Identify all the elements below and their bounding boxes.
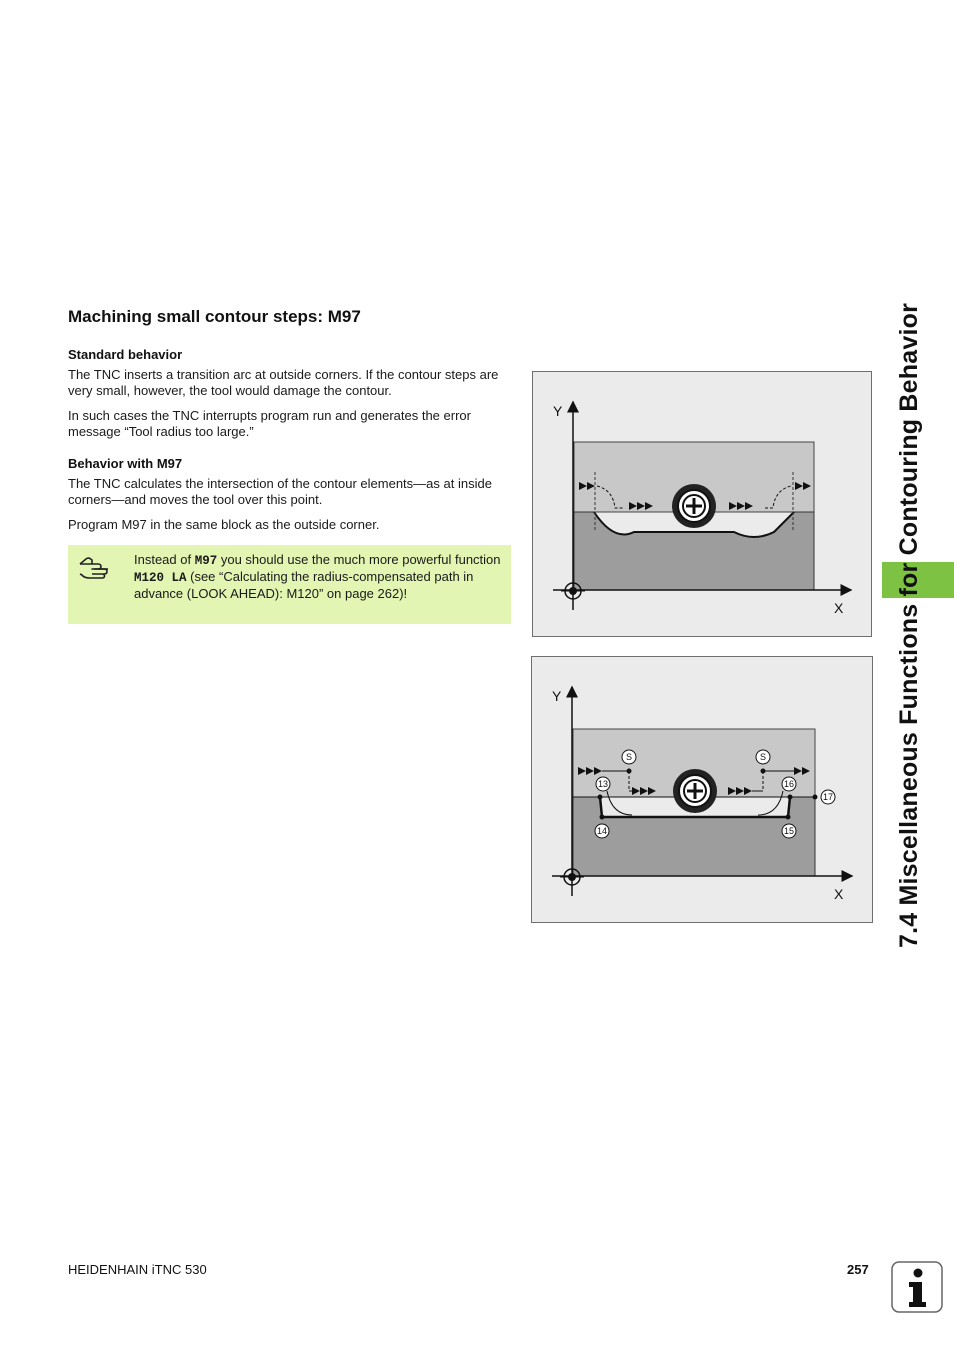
figure-m97-behavior xyxy=(531,656,873,923)
figure1-y-axis-label: Y xyxy=(553,403,563,419)
figure1-x-axis-label: X xyxy=(834,600,844,616)
m97-behavior-heading: Behavior with M97 xyxy=(68,456,183,471)
milling-cutter-icon xyxy=(672,484,716,528)
figure2-y-axis-label: Y xyxy=(552,688,562,704)
note-text-part: Instead of xyxy=(134,552,195,567)
figure-standard-behavior xyxy=(532,371,872,637)
pointing-hand-icon xyxy=(78,555,112,586)
page-number: 257 xyxy=(847,1262,869,1277)
milling-cutter-icon xyxy=(673,769,717,813)
note-code-m120: M120 LA xyxy=(134,571,187,585)
footer-product-name: HEIDENHAIN iTNC 530 xyxy=(68,1262,207,1277)
note-code-m97: M97 xyxy=(194,554,218,568)
info-icon xyxy=(891,1261,943,1318)
point-label-14: 14 xyxy=(596,826,608,836)
note-text-part: you should use the much more powerful function xyxy=(217,552,501,567)
figure-m97-behavior-drawing xyxy=(532,657,872,922)
chapter-sidebar-title: 7.4 Miscellaneous Functions for Contouring Behavior xyxy=(895,302,923,948)
section-title: Machining small contour steps: M97 xyxy=(68,307,361,326)
m97-behavior-paragraph-2: Program M97 in the same block as the outside corner. xyxy=(68,517,380,532)
point-label-13: 13 xyxy=(597,779,609,789)
start-point-marker-left: S xyxy=(625,752,633,762)
start-point-marker-right: S xyxy=(759,752,767,762)
m97-behavior-paragraph-1: The TNC calculates the intersection of the contour elements—as at inside corners—and moves the tool over this point. xyxy=(68,476,492,508)
point-label-16: 16 xyxy=(783,779,795,789)
figure2-x-axis-label: X xyxy=(834,886,844,902)
standard-behavior-paragraph-2: In such cases the TNC interrupts program run and generates the error message “Tool radius too large.” xyxy=(68,408,471,440)
standard-behavior-heading: Standard behavior xyxy=(68,347,183,362)
note-text-part: (see “Calculating the radius-compensated path in advance (LOOK AHEAD): M120” on page 262)! xyxy=(134,569,474,601)
figure-standard-behavior-drawing xyxy=(533,372,871,636)
standard-behavior-paragraph-1: The TNC inserts a transition arc at outside corners. If the contour steps are very small, however, the tool would damage the contour. xyxy=(68,367,499,399)
point-label-15: 15 xyxy=(783,826,795,836)
note-box xyxy=(68,545,511,624)
point-label-17: 17 xyxy=(822,792,834,802)
note-text xyxy=(134,552,506,602)
